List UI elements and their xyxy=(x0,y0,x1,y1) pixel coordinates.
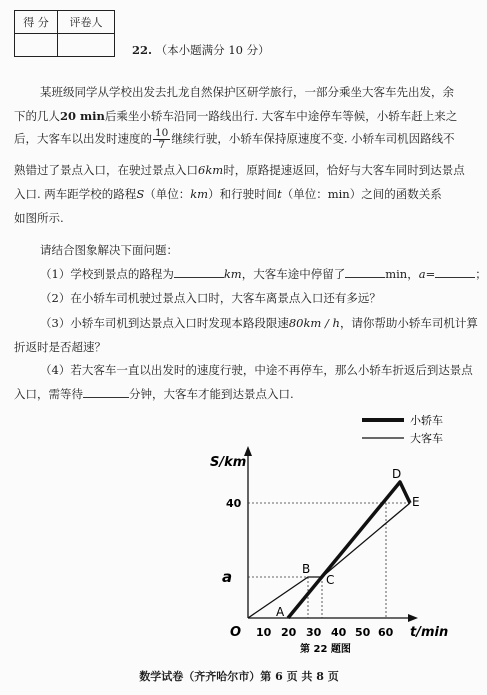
fraction-numerator: 10 xyxy=(155,127,169,139)
origin-label: O xyxy=(230,625,242,640)
questions-intro: 请结合图象解决下面问题： xyxy=(40,243,178,257)
var-s: S xyxy=(136,187,145,201)
paragraph-line-6: 如图所示. xyxy=(14,211,64,225)
point-a-label: A xyxy=(276,605,285,619)
question-3-cont: 折返时是否超速？ xyxy=(14,340,106,354)
question-points: （本小题满分 10 分） xyxy=(155,43,270,57)
page-footer: 数学试卷（齐齐哈尔市）第 6 页 共 8 页 xyxy=(139,670,339,683)
figure-caption: 第 22 题图 xyxy=(300,644,351,655)
text: ，请你帮助小轿车司机计算 xyxy=(339,316,478,330)
point-b-label: B xyxy=(302,562,311,576)
var-t: t xyxy=(277,187,282,201)
x-tick-60: 60 xyxy=(378,626,394,639)
score-label: 得 分 xyxy=(15,11,58,34)
point-c-label: C xyxy=(326,573,335,587)
text: ； xyxy=(475,267,487,281)
text: 下的几人 xyxy=(14,109,60,123)
text: 分钟，大客车才能到达景点入口. xyxy=(129,387,294,401)
x-tick-50: 50 xyxy=(355,626,371,639)
legend-bus-label: 大客车 xyxy=(410,432,443,445)
text: 熟错过了景点入口，在驶过景点入口 xyxy=(14,163,198,177)
text: （1）学校到景点的路程为 xyxy=(40,267,174,281)
point-d-label: D xyxy=(392,467,402,481)
time-value: 20 min xyxy=(60,109,105,123)
unit: km xyxy=(190,187,209,201)
x-tick-20: 20 xyxy=(281,626,297,639)
question-number: 22. xyxy=(132,43,153,57)
paragraph-line-1: 某班级同学从学校出发去扎龙自然保护区研学旅行，一部分乘坐大客车先出发，余 xyxy=(40,85,454,99)
text: 后，大客车以出发时速度的 xyxy=(14,131,152,146)
x-tick-40: 40 xyxy=(331,626,347,639)
x-axis-arrow xyxy=(408,614,418,622)
y-tick-a: a xyxy=(222,568,233,586)
fraction-denominator: 7 xyxy=(158,139,166,151)
grader-label: 评卷人 xyxy=(58,11,115,34)
y-tick-40: 40 xyxy=(226,497,242,510)
unit: km xyxy=(223,267,242,281)
text: = xyxy=(425,267,436,281)
legend-car-label: 小轿车 xyxy=(410,414,443,427)
text: 继续行驶，小轿车保持原速度不变. 小轿车司机因路线不 xyxy=(171,131,455,146)
speed-limit: 80km / h xyxy=(288,316,340,330)
text: 后乘坐小轿车沿同一路线出行. 大客车中途停车等候，小轿车赶上来之 xyxy=(104,109,458,123)
car-line xyxy=(288,482,410,618)
text: ，大客车途中停留了 xyxy=(241,267,346,281)
text: （单位： xyxy=(144,187,191,201)
x-axis-label: t/min xyxy=(410,625,449,640)
text: （3）小轿车司机到达景点入口时发现本路段限速 xyxy=(40,316,289,330)
distance-value: 6km xyxy=(198,163,224,177)
text: ）和行驶时间 xyxy=(208,187,278,201)
x-tick-10: 10 xyxy=(256,626,272,639)
y-axis-label: S/km xyxy=(210,455,247,470)
text: min， xyxy=(385,267,419,281)
var-a: a xyxy=(418,267,426,281)
text: 时，原路提速返回，恰好与大客车同时到达景点 xyxy=(223,163,465,177)
question-2: （2）在小轿车司机驶过景点入口时，大客车离景点入口还有多远？ xyxy=(40,291,381,305)
question-4: （4）若大客车一直以出发时的速度行驶，中途不再停车，那么小轿车折返后到达景点 xyxy=(40,363,473,377)
text: 入口，需等待 xyxy=(14,387,83,401)
text: （单位：min）之间的函数关系 xyxy=(281,187,442,201)
point-e-label: E xyxy=(412,495,420,509)
text: 入口. 两车距学校的路程 xyxy=(14,187,137,201)
x-tick-30: 30 xyxy=(306,626,322,639)
